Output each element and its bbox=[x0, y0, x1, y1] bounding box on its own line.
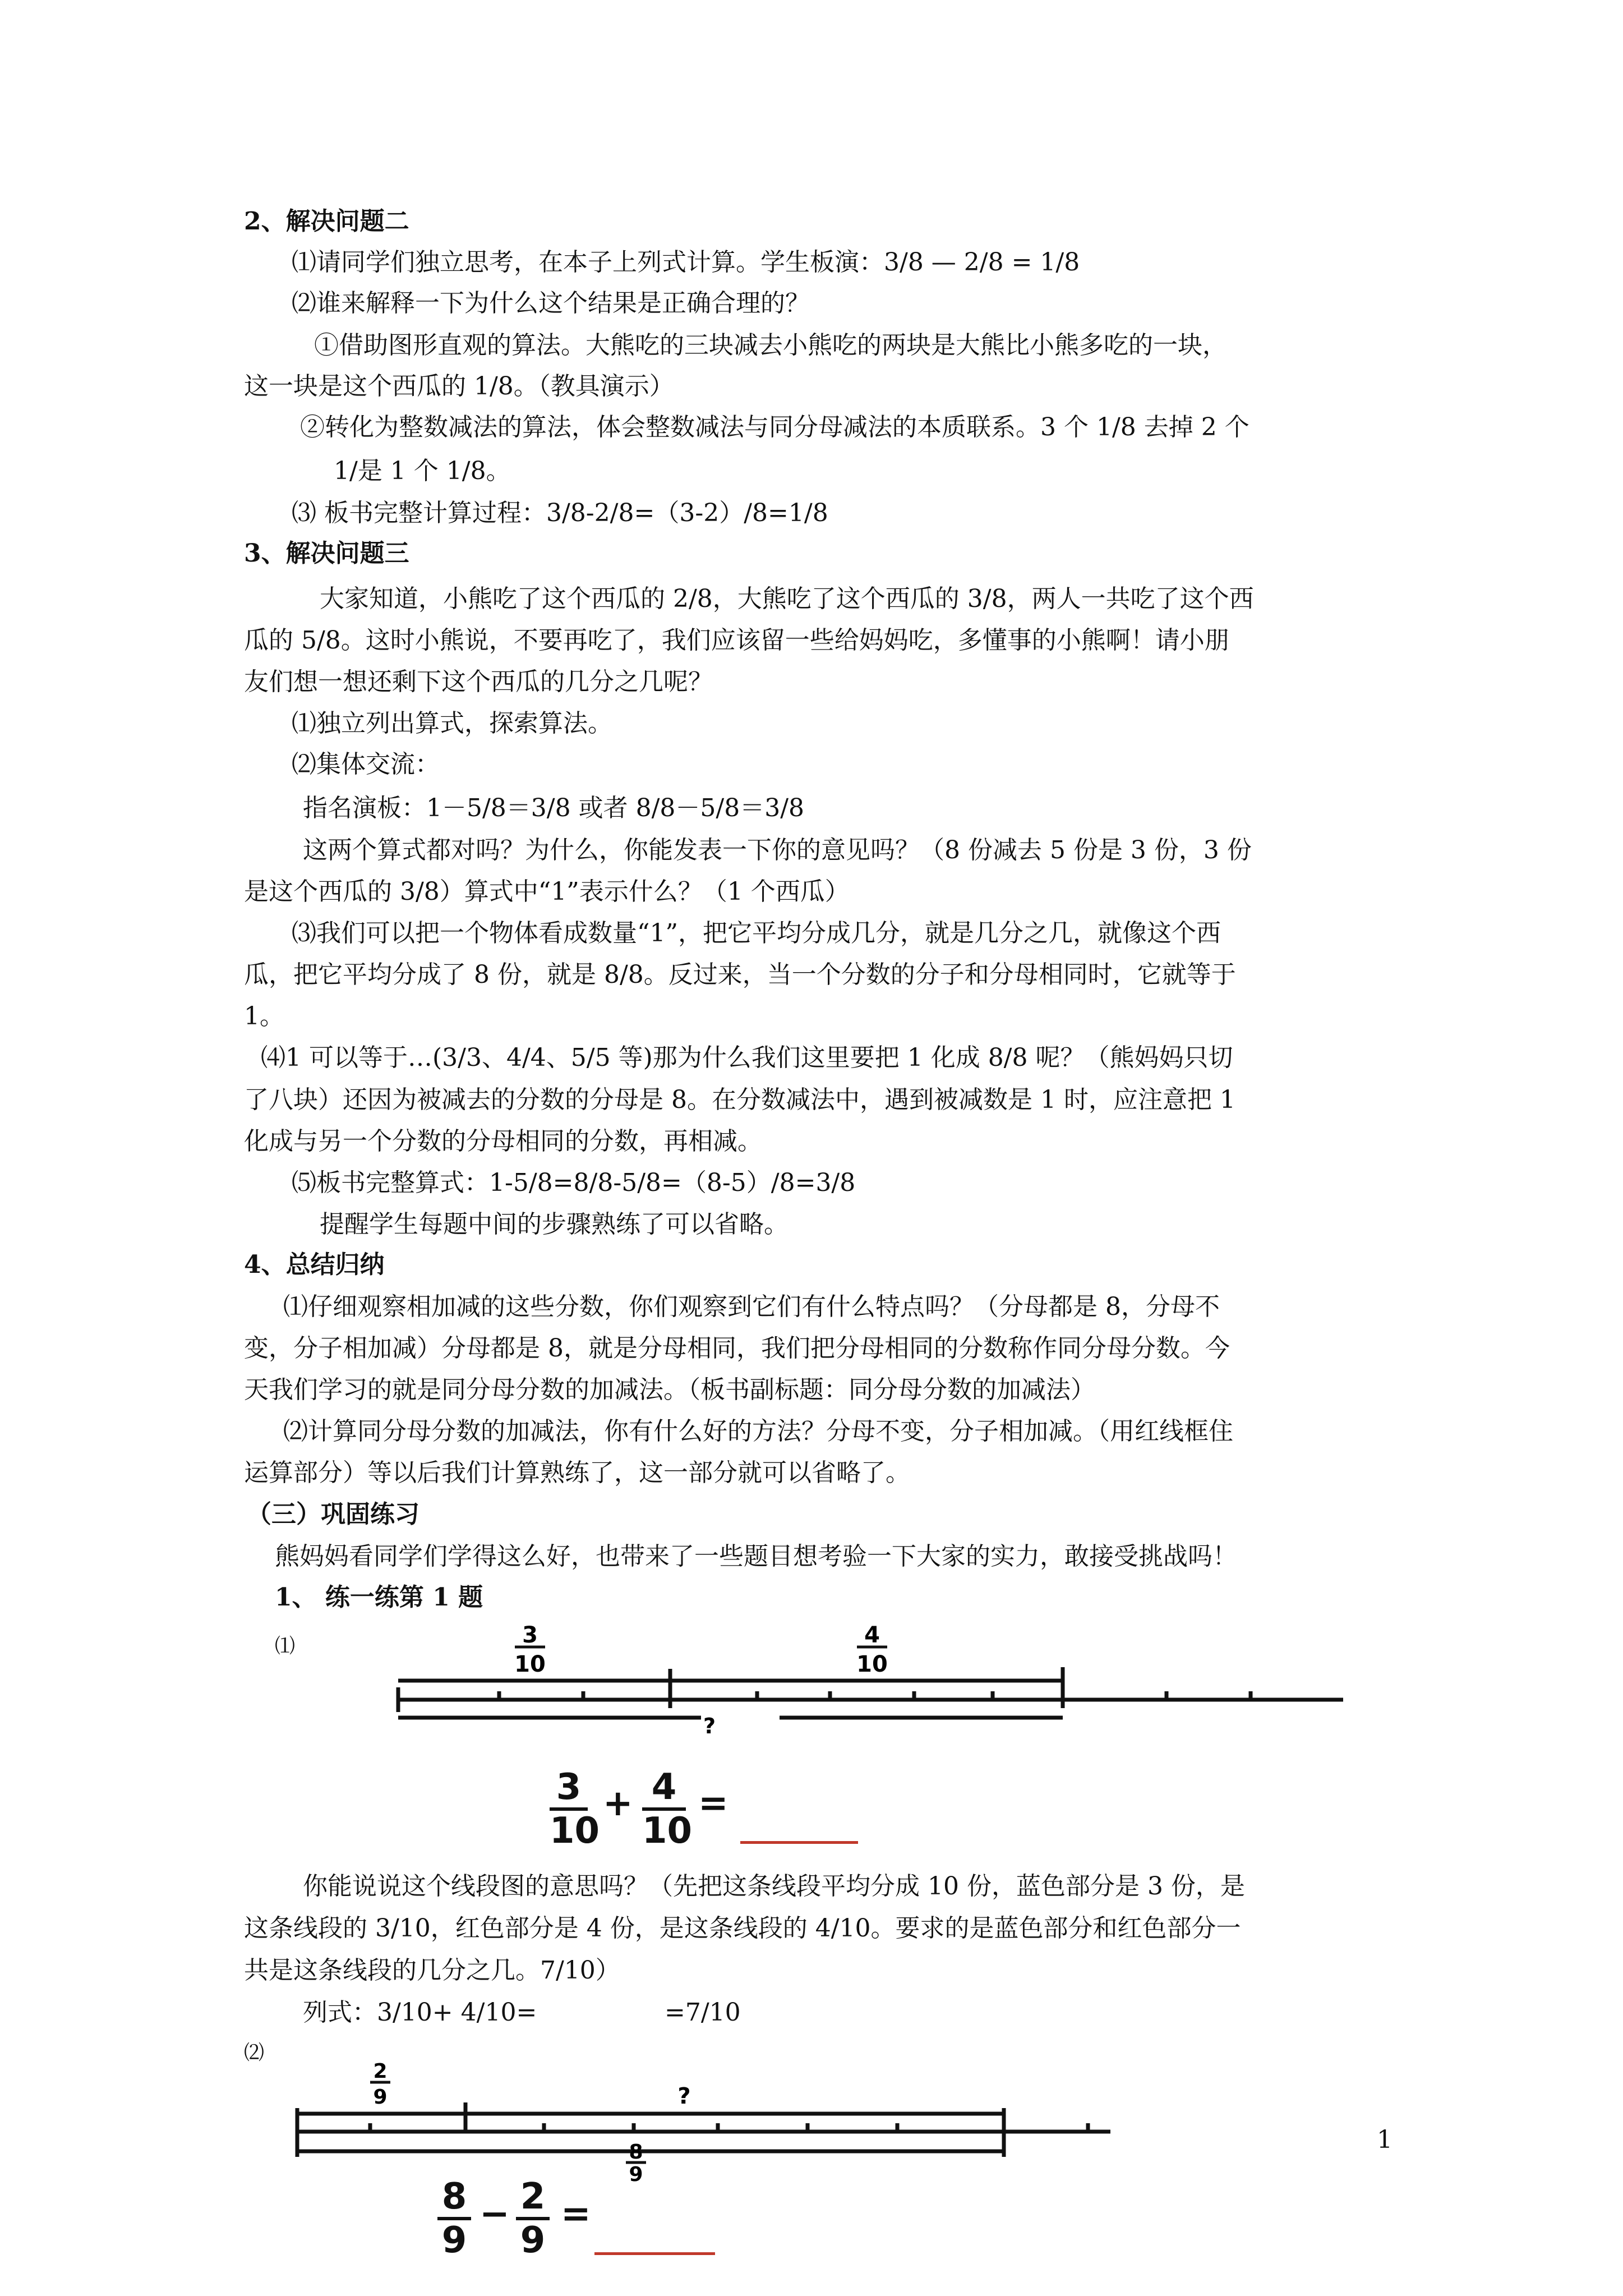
section-heading: 2、解决问题二 bbox=[244, 207, 409, 236]
item-label: ⑴ bbox=[275, 1635, 296, 1658]
diagram2-fraction-den: 9 bbox=[373, 2086, 388, 2109]
paragraph-line: 是这个西瓜的 3/8）算式中“1”表示什么？（1 个西瓜） bbox=[244, 877, 850, 906]
paragraph-line: 瓜的 5/8。这时小熊说，不要再吃了，我们应该留一些给妈妈吃，多懂事的小熊啊！请小朋 bbox=[244, 626, 1229, 655]
equation1-fraction-a bbox=[550, 1766, 600, 1852]
paragraph-line: 列式：3/10+ 4/10= bbox=[303, 1998, 537, 2027]
paragraph-line: ⑶ 板书完整计算过程：3/8-2/8=（3-2）/8=1/8 bbox=[292, 499, 828, 527]
paragraph-line: ⑷1 可以等于…(3/3、4/4、5/5 等)那为什么我们这里要把 1 化成 8/8 呢？（熊妈妈只切 bbox=[261, 1043, 1233, 1072]
paragraph-line: 1。 bbox=[244, 1002, 284, 1030]
page-number: 1 bbox=[1377, 2125, 1393, 2154]
diagram1-fraction2-den: 10 bbox=[856, 1651, 888, 1677]
paragraph-line: 天我们学习的就是同分母分数的加减法。（板书副标题：同分母分数的加减法） bbox=[244, 1375, 1095, 1404]
equation1-fraction-b bbox=[642, 1766, 693, 1852]
diagram1-question-mark: ? bbox=[703, 1714, 716, 1738]
answer-blank bbox=[740, 1841, 858, 1844]
section-heading: （三）巩固练习 bbox=[247, 1500, 419, 1529]
paragraph-line: ⑵计算同分母分数的加减法，你有什么好的方法？分母不变，分子相加减。（用红线框住 bbox=[283, 1417, 1233, 1446]
paragraph-line: ⑴仔细观察相加减的这些分数，你们观察到它们有什么特点吗？（分母都是 8，分母不 bbox=[283, 1292, 1220, 1321]
equation2-fraction-a bbox=[437, 2177, 471, 2261]
fraction-denominator: 9 bbox=[520, 2220, 546, 2261]
paragraph-line: 熊妈妈看同学们学得这么好，也带来了一些题目想考验一下大家的实力，敢接受挑战吗！ bbox=[275, 1542, 1237, 1571]
paragraph-line: ⑴请同学们独立思考，在本子上列式计算。学生板演：3/8 — 2/8 = 1/8 bbox=[292, 248, 1080, 277]
section-heading: 3、解决问题三 bbox=[244, 539, 409, 568]
paragraph-line: 瓜，把它平均分成了 8 份，就是 8/8。反过来，当一个分数的分子和分母相同时，它就等于 bbox=[244, 960, 1236, 989]
paragraph-line: 化成与另一个分数的分母相同的分数，再相减。 bbox=[244, 1127, 762, 1156]
fraction-denominator: 9 bbox=[441, 2220, 467, 2261]
paragraph-line: 1/是 1 个 1/8。 bbox=[334, 457, 511, 485]
paragraph-line: ②转化为整数减法的算法，体会整数减法与同分母减法的本质联系。3 个 1/8 去掉 2 个 bbox=[300, 413, 1249, 441]
diagram2-question-mark: ? bbox=[677, 2083, 691, 2109]
diagram2-fraction-num: 2 bbox=[373, 2060, 388, 2083]
minus-sign: − bbox=[479, 2193, 510, 2235]
plus-sign: + bbox=[603, 1783, 633, 1824]
paragraph-line: ⑵集体交流： bbox=[292, 750, 440, 779]
diagram2-fraction-num: 8 bbox=[629, 2141, 643, 2164]
paragraph-line: 变，分子相加减）分母都是 8，就是分母相同，我们把分母相同的分数称作同分母分数。今 bbox=[244, 1334, 1230, 1363]
paragraph-line: 这条线段的 3/10，红色部分是 4 份，是这条线段的 4/10。要求的是蓝色部分和红色部分一 bbox=[244, 1914, 1241, 1943]
segment-diagram-2 bbox=[280, 2042, 1133, 2182]
diagram1-fraction2-num: 4 bbox=[864, 1622, 880, 1648]
equals-sign: = bbox=[698, 1783, 728, 1824]
diagram2-fraction-den: 9 bbox=[629, 2163, 643, 2182]
fraction-numerator: 2 bbox=[520, 2176, 546, 2217]
equation2-fraction-b bbox=[516, 2177, 550, 2261]
diagram1-fraction-den: 10 bbox=[514, 1651, 546, 1677]
paragraph-line: =7/10 bbox=[665, 1998, 741, 2027]
paragraph-line: ①借助图形直观的算法。大熊吃的三块减去小熊吃的两块是大熊比小熊多吃的一块， bbox=[314, 331, 1227, 360]
paragraph-line: 运算部分）等以后我们计算熟练了，这一部分就可以省略了。 bbox=[244, 1458, 910, 1487]
paragraph-line: 这一块是这个西瓜的 1/8。（教具演示） bbox=[244, 372, 674, 401]
fraction-denominator: 10 bbox=[642, 1810, 693, 1852]
fraction-denominator: 10 bbox=[550, 1810, 600, 1852]
fraction-numerator: 8 bbox=[441, 2176, 467, 2217]
paragraph-line: 这两个算式都对吗？为什么，你能发表一下你的意见吗？（8 份减去 5 份是 3 份，3 份 bbox=[303, 836, 1252, 864]
section-heading: 4、总结归纳 bbox=[244, 1250, 385, 1279]
equals-sign: = bbox=[561, 2193, 591, 2235]
answer-blank bbox=[594, 2252, 715, 2255]
paragraph-line: 提醒学生每题中间的步骤熟练了可以省略。 bbox=[320, 1210, 789, 1239]
paragraph-line: 你能说说这个线段图的意思吗？（先把这条线段平均分成 10 份，蓝色部分是 3 份，是 bbox=[303, 1872, 1245, 1901]
paragraph-line: 友们想一想还剩下这个西瓜的几分之几呢？ bbox=[244, 668, 713, 696]
paragraph-line: 共是这条线段的几分之几。7/10） bbox=[244, 1956, 620, 1985]
paragraph-line: 指名演板：1－5/8＝3/8 或者 8/8－5/8＝3/8 bbox=[303, 794, 805, 822]
diagram1-fraction-num: 3 bbox=[522, 1622, 538, 1648]
paragraph-line: ⑴独立列出算式，探索算法。 bbox=[292, 709, 612, 738]
fraction-numerator: 3 bbox=[556, 1766, 582, 1808]
fraction-numerator: 4 bbox=[651, 1766, 677, 1808]
paragraph-line: 了八块）还因为被减去的分数的分母是 8。在分数减法中，遇到被减数是 1 时，应注意把 1 bbox=[244, 1085, 1235, 1114]
segment-diagram-1 bbox=[387, 1616, 1368, 1750]
item-label: ⑵ bbox=[244, 2041, 265, 2064]
paragraph-line: ⑵谁来解释一下为什么这个结果是正确合理的？ bbox=[292, 289, 810, 318]
exercise-heading: 1、 练一练第 1 题 bbox=[275, 1583, 483, 1612]
paragraph-line: 大家知道，小熊吃了这个西瓜的 2/8，大熊吃了这个西瓜的 3/8，两人一共吃了这个西 bbox=[320, 585, 1254, 613]
paragraph-line: ⑶我们可以把一个物体看成数量“1”，把它平均分成几分，就是几分之几，就像这个西 bbox=[292, 919, 1221, 947]
paragraph-line: ⑸板书完整算式：1-5/8=8/8-5/8=（8-5）/8=3/8 bbox=[292, 1168, 856, 1197]
